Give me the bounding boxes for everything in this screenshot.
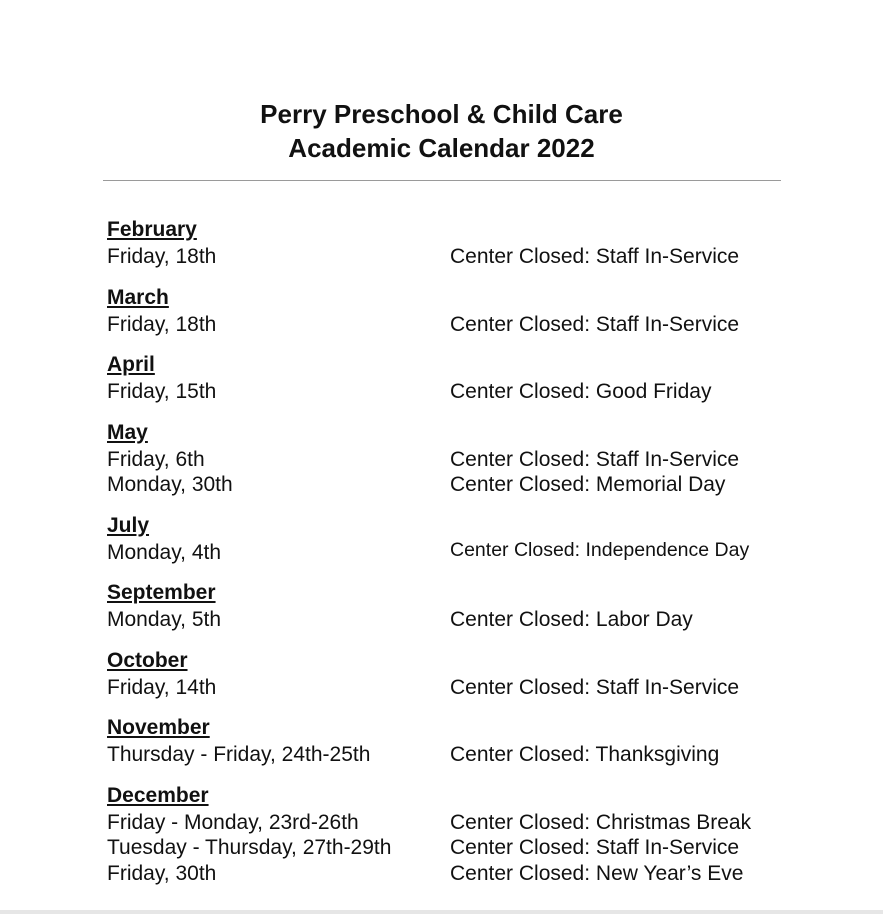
month-heading: December [107,783,209,807]
entry-event: Center Closed: Staff In-Service [450,836,740,859]
month-section-february [107,218,807,270]
entry-date: Friday, 6th [107,447,205,471]
entry-event: Center Closed: Independence Day [450,538,750,561]
entry-event: Center Closed: Good Friday [450,380,712,403]
entry-event: Center Closed: Memorial Day [450,473,726,496]
entry-date: Thursday - Friday, 24th-25th [107,743,371,766]
calendar-entry [107,447,807,473]
entry-date: Friday, 14th [107,675,217,699]
month-section-october [107,649,807,701]
entry-event: Center Closed: Staff In-Service [450,245,740,268]
calendar-entry [107,607,807,633]
month-heading: May [107,420,148,444]
calendar-entry [107,861,807,887]
month-section-december [107,784,807,887]
calendar-entry [107,835,807,861]
month-heading: March [107,285,169,309]
entry-date: Tuesday - Thursday, 27th-29th [107,836,392,859]
document-title: Perry Preschool & Child Care [260,99,623,129]
month-heading: April [107,353,155,376]
calendar-entry [107,379,807,405]
calendar-entry [107,540,807,566]
entry-event: Center Closed: Staff In-Service [450,447,740,471]
calendar-list [107,218,807,902]
month-heading: November [107,716,210,739]
entry-date: Friday, 18th [107,245,217,268]
month-section-july [107,514,807,566]
entry-date: Friday, 15th [107,380,217,403]
entry-event: Center Closed: Thanksgiving [450,743,720,766]
month-section-september [107,581,807,633]
entry-event: Center Closed: New Year’s Eve [450,861,744,885]
month-section-april [107,353,807,405]
calendar-entry [107,244,807,270]
entry-date: Friday - Monday, 23rd-26th [107,810,359,834]
entry-date: Friday, 18th [107,312,217,336]
month-section-november [107,716,807,768]
calendar-entry [107,742,807,768]
calendar-entry [107,675,807,701]
entry-date: Monday, 5th [107,608,222,631]
month-heading: February [107,218,197,241]
month-section-may [107,421,807,498]
calendar-entry [107,312,807,338]
document-subtitle: Academic Calendar 2022 [288,133,595,163]
entry-event: Center Closed: Christmas Break [450,810,752,834]
month-heading: October [107,648,188,672]
entry-date: Friday, 30th [107,861,217,885]
entry-event: Center Closed: Staff In-Service [450,312,740,336]
page-bottom-edge [0,910,883,914]
month-heading: July [107,513,150,537]
month-section-march [107,286,807,338]
header-divider [103,180,781,181]
calendar-entry [107,472,807,498]
month-heading: September [107,581,216,604]
entry-date: Monday, 30th [107,473,233,496]
entry-event: Center Closed: Labor Day [450,608,693,631]
entry-event: Center Closed: Staff In-Service [450,675,740,699]
entry-date: Monday, 4th [107,540,222,564]
calendar-entry [107,810,807,836]
